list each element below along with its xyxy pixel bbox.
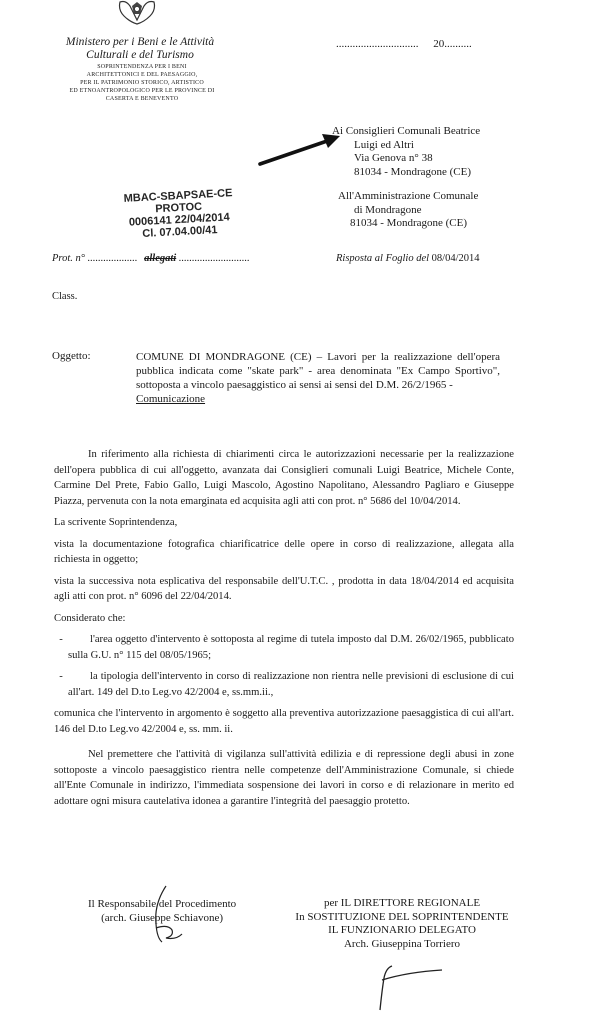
sopr-line-1: SOPRINTENDENZA PER I BENI (97, 64, 187, 70)
list-item (54, 632, 514, 663)
signature-block-right (282, 897, 522, 951)
body-paragraph-2: La scrivente Soprintendenza, (54, 517, 178, 528)
recipient-1-line-4: 81034 - Mondragone (CE) (354, 165, 472, 178)
oggetto-body: COMUNE DI MONDRAGONE (CE) – Lavori per la realizzazione dell'opera pubblica indicata come "skate park" - area denominata "Ex Campo Sportivo", sottoposta a vincolo paesaggistico ai sensi ai sensi del D.M. 26/2/1965 - (136, 351, 500, 391)
oggetto-text (136, 350, 500, 406)
recipient-2-line-1: All'Amministrazione Comunale (338, 190, 479, 202)
sopr-line-4: ED ETNOANTROPOLOGICO PER LE PROVINCE DI (69, 88, 215, 94)
sig-right-line-2: In SOSTITUZIONE DEL SOPRINTENDENTE (295, 910, 509, 923)
soprintendenza-header (52, 63, 232, 103)
stamp-line-3: 0006141 22/04/2014 (128, 211, 231, 229)
protocol-line (52, 253, 250, 264)
stamp-line-2: PROTOC (154, 200, 203, 216)
body-paragraph-7: Nel premettere che l'attività di vigilanza sull'attività edilizia e di repressione degli abusi in zone sottoposte a vincolo paesaggistico rientra nelle competenze dell'Amministrazione Comunale, si chiede all'Ente Comunale in indirizzo, l'immediata sospensione dei lavori in corso e di relazionare in merito ed adottare ogni misura cautelativa idonea a garantire l'integrità del paesaggio protetto. (54, 749, 514, 807)
prot-label: Prot. n° (52, 253, 85, 264)
ministry-header (40, 36, 240, 62)
oggetto-comunicazione: Comunicazione (136, 393, 206, 405)
sig-right-line-4: Arch. Giuseppina Torriero (343, 937, 461, 950)
date-dots: .............................. (336, 38, 419, 50)
body-paragraph-3: vista la documentazione fotografica chiarificatrice delle opere in corso di realizzazione, allegata alla richiesta in oggetto; (54, 538, 514, 565)
ministry-line-2: Culturali e del Turismo (86, 49, 194, 61)
list-item-text-2: la tipologia dell'intervento in corso di realizzazione non rientra nelle previsioni di esclusione di cui all'art. 149 del D.to Leg.vo 42/2004 e, ss.mm.ii., (68, 671, 514, 698)
sig-right-line-3: IL FUNZIONARIO DELEGATO (328, 924, 476, 936)
list-dash: - (59, 634, 63, 645)
recipient-2-line-3: 81034 - Mondragone (CE) (350, 217, 468, 229)
protocol-stamp (115, 187, 243, 242)
risposta-line (336, 253, 480, 264)
recipient-councillors (332, 125, 480, 179)
stamp-line-4: Cl. 07.04.00/41 (142, 224, 218, 240)
risposta-date: 08/04/2014 (431, 253, 480, 264)
allegati-label: allegati (144, 253, 177, 264)
body-paragraph-5: Considerato che: (54, 612, 126, 624)
ministry-line-1: Ministero per i Beni e le Attività (65, 36, 215, 48)
letter-body (54, 447, 514, 815)
oggetto-label: Oggetto: (52, 350, 91, 362)
stamp-line-1: MBAC-SBAPSAE-CE (123, 187, 233, 205)
list-item (54, 669, 514, 700)
list-dash: - (59, 671, 63, 682)
body-paragraph-1: In riferimento alla richiesta di chiarimenti circa le autorizzazioni necessarie per la realizzazione dell'opera pubblica di cui all'oggetto, avanzata dai Consiglieri comunali Luigi Beatrice, Michele Conte, Carmine Del Prete, Fabio Gallo, Luigi Mascolo, Agostino Napolitano, Alessandro Pagliaro e Giuseppe Piazza, pervenuta con la nota emarginata ed acquisita agli atti con prot. n° 5686 del 10/04/2014. (54, 449, 514, 507)
recipient-1-line-1: Ai Consiglieri Comunali Beatrice (332, 125, 481, 137)
date-year: 20.......... (433, 38, 472, 50)
sopr-line-3: PER IL PATRIMONIO STORICO, ARTISTICO (80, 80, 204, 86)
sig-left-line-1: Il Responsabile del Procedimento (88, 898, 237, 910)
sopr-line-2: ARCHITETTONICI E DEL PAESAGGIO, (86, 72, 198, 78)
sig-left-line-2: (arch. Giuseppe Schiavone) (101, 912, 224, 924)
recipient-2-line-2: di Mondragone (354, 203, 422, 216)
prot-dots: ................... (87, 253, 138, 264)
sopr-line-5: CASERTA E BENEVENTO (105, 96, 179, 102)
handwritten-signature-icon (144, 884, 184, 946)
date-line (336, 38, 472, 50)
body-paragraph-6: comunica che l'intervento in argomento è soggetto alla preventiva autorizzazione paesaggistica di cui all'art. 146 del D.to Leg.vo 42/2004 e, ss. mm. ii. (54, 708, 514, 735)
handwritten-signature-icon (368, 960, 448, 1012)
recipient-1-line-2: Luigi ed Altri (354, 138, 414, 151)
risposta-label: Risposta al Foglio del (336, 253, 430, 264)
recipient-municipality (338, 190, 478, 231)
allegati-dots: ........................... (178, 253, 250, 264)
sig-right-line-1: per IL DIRETTORE REGIONALE (323, 897, 481, 909)
emblem-icon (112, 0, 162, 26)
arrow-icon (258, 133, 342, 167)
recipient-1-line-3: Via Genova n° 38 (354, 152, 433, 164)
list-item-text-1: l'area oggetto d'intervento è sottoposta al regime di tutela imposto dal D.M. 26/02/1965, pubblicato sulla G.U. n° 115 del 08/05/1965; (68, 634, 514, 661)
class-label: Class. (52, 291, 78, 302)
body-paragraph-4: vista la successiva nota esplicativa del responsabile dell'U.T.C. , prodotta in data 18/04/2014 ed acquisita agli atti con prot. n° 6096 del 22/04/2014. (54, 575, 514, 602)
